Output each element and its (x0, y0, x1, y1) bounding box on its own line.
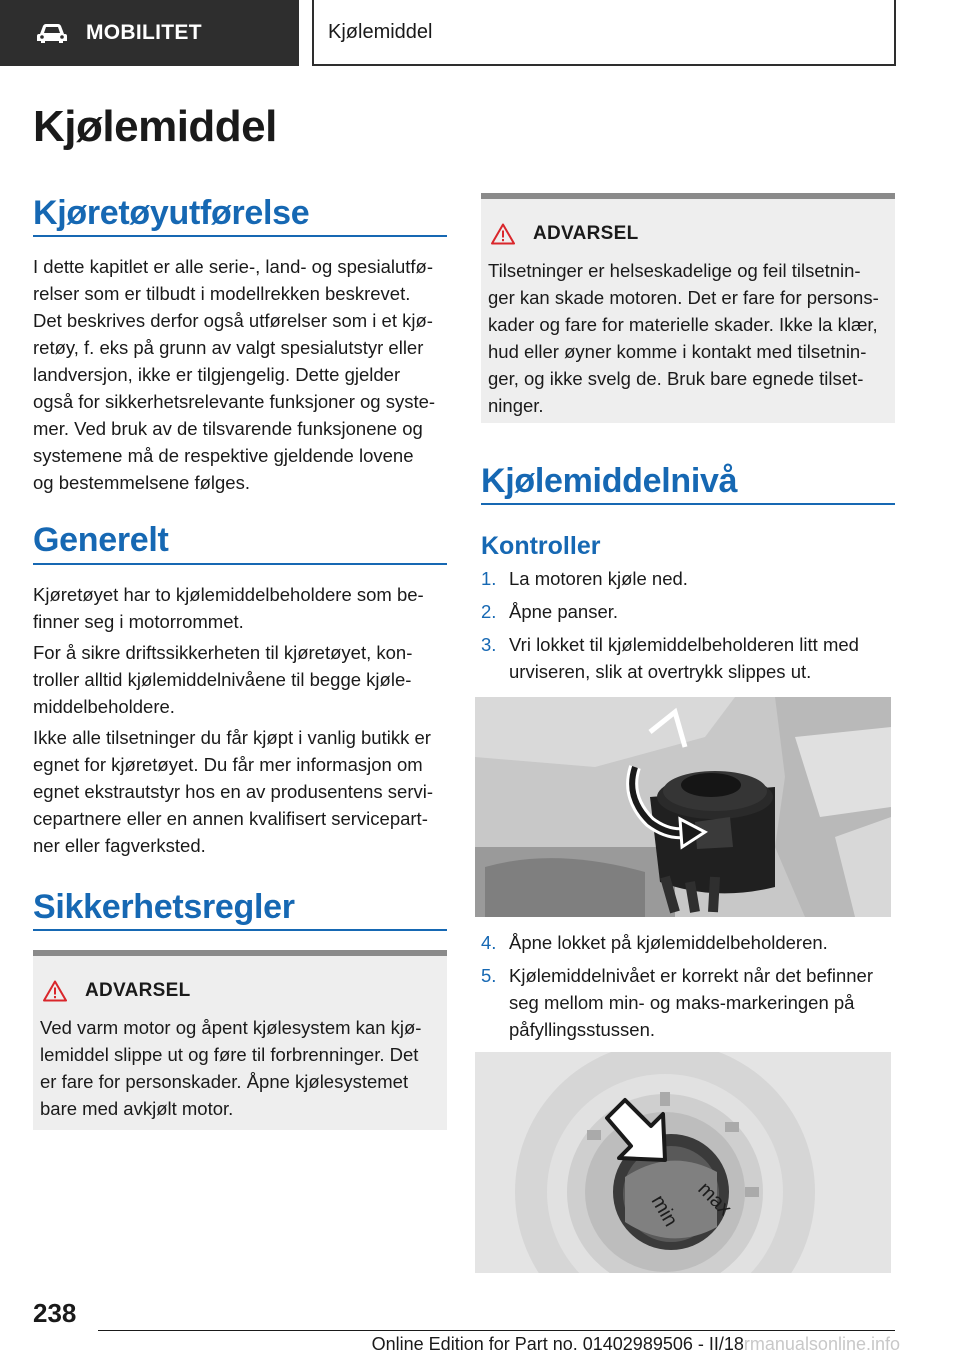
page-title: Kjølemiddel (33, 102, 277, 151)
step-number: 5. (481, 965, 497, 986)
reservoir-illustration (475, 697, 891, 917)
heading-general: Generelt (33, 521, 169, 559)
watermark-text: rmanualsonline.info (743, 1334, 900, 1354)
edition-text: Online Edition for Part no. 01402989506 - II/18 (371, 1334, 744, 1354)
step-text: Åpne panser. (509, 601, 619, 622)
min-marking: min (646, 1191, 682, 1231)
list-item (481, 929, 895, 956)
step-text: La motoren kjøle ned. (509, 568, 688, 589)
step-number: 3. (481, 634, 497, 655)
heading-rule (33, 235, 447, 237)
heading-coolant-level: Kjølemiddelnivå (481, 462, 738, 500)
warning-title: ADVARSEL (533, 223, 639, 244)
warning-box (33, 950, 447, 1130)
step-number: 1. (481, 568, 497, 589)
page-header (0, 0, 960, 66)
step-text: Vri lokket til kjølemiddelbeholderen litt med urviseren, slik at overtrykk slippes ut. (509, 634, 859, 682)
breadcrumb[interactable]: Kjølemiddel (312, 0, 896, 66)
filler-neck-photo (475, 1052, 891, 1273)
section-tab[interactable] (0, 0, 299, 66)
step-number: 4. (481, 932, 497, 953)
list-item (481, 598, 895, 625)
heading-check: Kontroller (481, 532, 601, 560)
heading-rule (33, 929, 447, 931)
page-number: 238 (33, 1298, 77, 1328)
warning-header (43, 980, 191, 1002)
warning-triangle-icon (43, 980, 67, 1002)
list-item (481, 565, 895, 592)
warning-box (481, 193, 895, 423)
warning-header (491, 223, 639, 245)
car-icon (36, 21, 68, 45)
section-label: MOBILITET (86, 21, 202, 44)
paragraph-general-1: Kjøretøyet har to kjølemiddelbeholdere som be- finner seg i motorrommet. (33, 584, 424, 632)
paragraph-general-3: Ikke alle tilsetninger du får kjøpt i vanlig butikk er egnet for kjøretøyet. Du får mer informasjon om egnet ekstrautstyr hos en av produsentens servi- cepartnere eller en annen kvalifisert servicepart- ner eller fagverksted. (33, 727, 434, 856)
heading-rule (33, 563, 447, 565)
coolant-reservoir-photo (475, 697, 891, 917)
heading-vehicle-version: Kjøretøyutførelse (33, 194, 310, 232)
warning-title: ADVARSEL (85, 980, 191, 1001)
steps-list-b (481, 929, 895, 1049)
step-text: Kjølemiddelnivået er korrekt når det befinner seg mellom min- og maks-markeringen på påfyllingsstussen. (509, 965, 874, 1040)
paragraph-general-2: For å sikre driftssikkerheten til kjøretøyet, kon- troller alltid kjølemiddelnivåene til begge kjøle- middelbeholdere. (33, 642, 413, 717)
footer-edition (372, 1334, 900, 1355)
steps-list-a (481, 565, 895, 691)
step-number: 2. (481, 601, 497, 622)
list-item (481, 962, 895, 1043)
warning-text: Tilsetninger er helseskadelige og feil tilsetnin- ger kan skade motoren. Det er fare for persons- kader og fare for materielle skader. Ikke la klær, hud eller øyner komme i kontakt med tilsetnin- ger, og ikke svelg de. Bruk bare egnede tilset- ninger. (488, 260, 879, 416)
filler-neck-illustration (475, 1052, 891, 1273)
step-text: Åpne lokket på kjølemiddelbeholderen. (509, 932, 828, 953)
heading-rule (481, 503, 895, 505)
warning-text: Ved varm motor og åpent kjølesystem kan kjø- lemiddel slippe ut og føre til forbrenninger. Det er fare for personskader. Åpne kjølesystemet bare med avkjølt motor. (40, 1017, 422, 1119)
paragraph-vehicle-version: I dette kapitlet er alle serie-, land- og spesialutfø- relser som er tilbudt i modellrekken beskrevet. Det beskrives derfor også utførelser som i et kjø- retøy, f. eks på grunn av valgt spesialutstyr eller landversjon, ikke er tilgjengelig. Dette gjelder også for sikkerhetsrelevante funksjoner og syste- mer. Ved bruk av de tilsvarende funksjonene og systemene må de respektive gjeldende lovene og bestemmelsene følges. (33, 256, 436, 493)
heading-safety: Sikkerhetsregler (33, 888, 295, 926)
warning-triangle-icon (491, 223, 515, 245)
footer-rule (98, 1330, 895, 1331)
max-marking: max (693, 1177, 736, 1221)
list-item (481, 631, 895, 685)
